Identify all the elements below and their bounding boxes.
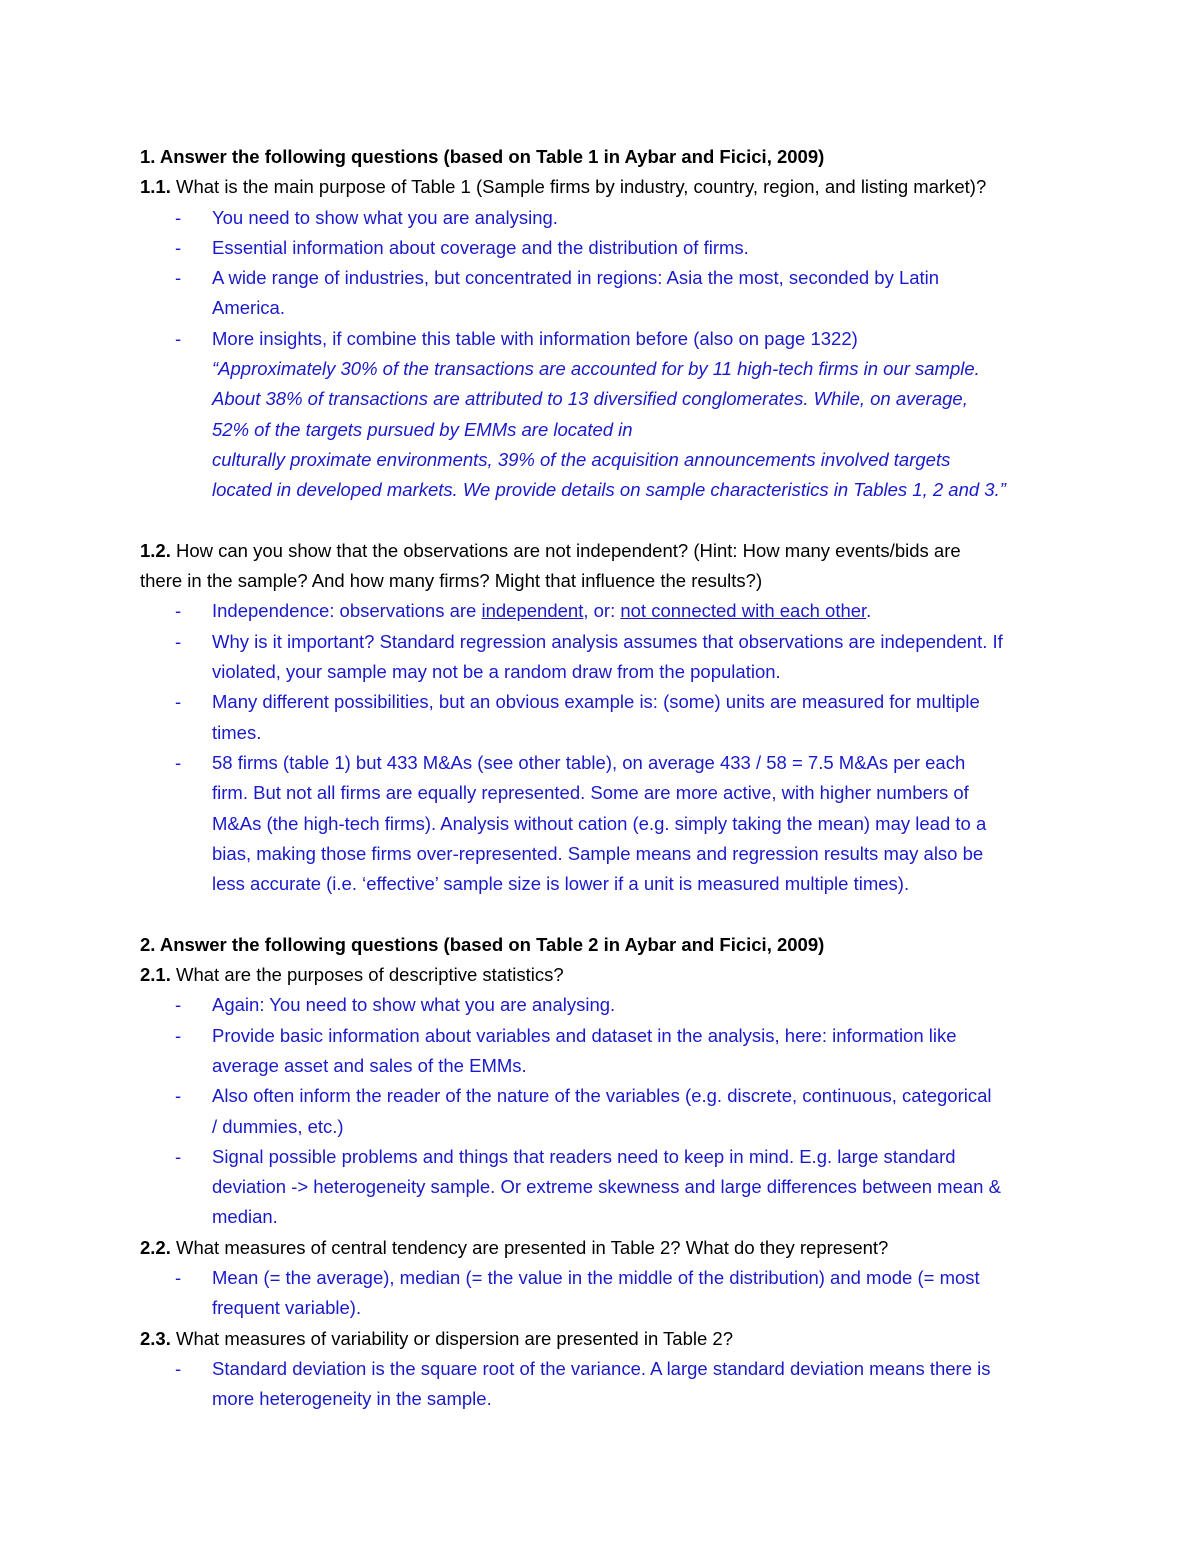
quote-line: About 38% of transactions are attributed to 13 diversified conglomerates. While, on average, [212, 388, 968, 410]
q2-2-number: 2.2. [140, 1236, 171, 1258]
answer-line: Why is it important? Standard regression analysis assumes that observations are independent. If [212, 630, 1003, 652]
bullet-dash: - [175, 1085, 182, 1107]
bullet-dash: - [175, 1266, 182, 1288]
answer-line: Many different possibilities, but an obvious example is: (some) units are measured for multiple [212, 691, 980, 713]
list-item [140, 1081, 1060, 1142]
answer-line: violated, your sample may not be a random draw from the population. [212, 661, 781, 683]
bullet-dash: - [175, 994, 182, 1016]
q2-3-answers [140, 1354, 1060, 1415]
bullet-dash: - [175, 630, 182, 652]
spacer [140, 899, 1060, 929]
q1-1-text: What is the main purpose of Table 1 (Sample firms by industry, country, region, and listing market)? [170, 176, 987, 198]
bullet-dash: - [175, 1024, 182, 1046]
not-connected-term: not connected with each other [620, 600, 867, 622]
q2-3-text: What measures of variability or dispersion are presented in Table 2? [170, 1327, 734, 1349]
answer-line: Essential information about coverage and the distribution of firms. [212, 236, 749, 258]
document-content [140, 142, 1060, 1414]
q1-2-number: 1.2. [140, 539, 171, 561]
bullet-dash: - [175, 751, 182, 773]
q2-1-question [140, 960, 1060, 990]
list-item [140, 324, 1060, 506]
list-item [140, 233, 1060, 263]
answer-line: times. [212, 721, 262, 743]
answer-line: More insights, if combine this table with information before (also on page 1322) [212, 327, 858, 349]
list-item [140, 627, 1060, 688]
list-item [140, 1021, 1060, 1082]
independence-mid: , or: [583, 600, 621, 622]
answer-line: bias, making those firms over-represented. Sample means and regression results may also be [212, 842, 984, 864]
quote-line: “Approximately 30% of the transactions are accounted for by 11 high-tech firms in our sample. [212, 358, 980, 380]
bullet-dash: - [175, 236, 182, 258]
q2-2-answers [140, 1263, 1060, 1324]
answer-line: average asset and sales of the EMMs. [212, 1054, 527, 1076]
spacer [140, 506, 1060, 536]
list-item [140, 263, 1060, 324]
answer-line: median. [212, 1206, 278, 1228]
list-item [140, 596, 1060, 626]
list-item [140, 687, 1060, 748]
list-item [140, 990, 1060, 1020]
bullet-dash: - [175, 206, 182, 228]
answer-line: deviation -> heterogeneity sample. Or extreme skewness and large differences between mean & [212, 1176, 1001, 1198]
quote-line: culturally proximate environments, 39% of the acquisition announcements involved targets [212, 448, 951, 470]
list-item [140, 748, 1060, 899]
independence-suffix: . [866, 600, 872, 622]
answer-line: Provide basic information about variables and dataset in the analysis, here: information like [212, 1024, 957, 1046]
quote-line: located in developed markets. We provide details on sample characteristics in Tables 1, 2 and 3.” [212, 479, 1006, 501]
q1-2-question-cont: there in the sample? And how many firms? Might that influence the results?) [140, 570, 763, 592]
q1-1-answers [140, 203, 1060, 506]
q2-1-number: 2.1. [140, 964, 171, 986]
bullet-dash: - [175, 691, 182, 713]
answer-line: less accurate (i.e. ‘effective’ sample size is lower if a unit is measured multiple times). [212, 873, 910, 895]
q1-2-text: How can you show that the observations are not independent? (Hint: How many events/bids are [170, 539, 961, 561]
q1-2-answers [140, 596, 1060, 899]
answer-line: more heterogeneity in the sample. [212, 1388, 492, 1410]
answer-line: Mean (= the average), median (= the value in the middle of the distribution) and mode (= most [212, 1266, 980, 1288]
list-item [140, 1142, 1060, 1233]
bullet-dash: - [175, 1145, 182, 1167]
answer-line: frequent variable). [212, 1297, 362, 1319]
answer-line: 58 firms (table 1) but 433 M&As (see other table), on average 433 / 58 = 7.5 M&As per each [212, 751, 966, 773]
q2-3-question [140, 1324, 1060, 1354]
list-item [140, 203, 1060, 233]
section1-heading: 1. Answer the following questions (based on Table 1 in Aybar and Ficici, 2009) [140, 146, 825, 167]
answer-line: America. [212, 297, 285, 319]
list-item [140, 1354, 1060, 1415]
bullet-dash: - [175, 1357, 182, 1379]
quote-line: 52% of the targets pursued by EMMs are located in [212, 418, 633, 440]
answer-line: Again: You need to show what you are analysing. [212, 994, 616, 1016]
bullet-dash: - [175, 600, 182, 622]
answer-line: M&As (the high-tech firms). Analysis without cation (e.g. simply taking the mean) may lead to a [212, 812, 987, 834]
bullet-dash: - [175, 267, 182, 289]
q2-1-text: What are the purposes of descriptive statistics? [170, 964, 564, 986]
independence-prefix: Independence: observations are [212, 600, 482, 622]
q2-3-number: 2.3. [140, 1327, 171, 1349]
answer-line: / dummies, etc.) [212, 1115, 344, 1137]
q1-1-question [140, 172, 1060, 202]
answer-line: firm. But not all firms are equally represented. Some are more active, with higher numbers of [212, 782, 969, 804]
list-item [140, 1263, 1060, 1324]
independent-term: independent [481, 600, 584, 622]
q2-1-answers [140, 990, 1060, 1232]
answer-line: Standard deviation is the square root of the variance. A large standard deviation means there is [212, 1357, 991, 1379]
q2-2-text: What measures of central tendency are presented in Table 2? What do they represent? [170, 1236, 889, 1258]
answer-line: You need to show what you are analysing. [212, 206, 558, 228]
answer-line: Signal possible problems and things that readers need to keep in mind. E.g. large standard [212, 1145, 956, 1167]
answer-line: A wide range of industries, but concentrated in regions: Asia the most, seconded by Latin [212, 267, 940, 289]
answer-line: Also often inform the reader of the nature of the variables (e.g. discrete, continuous, categorical [212, 1085, 992, 1107]
q1-2-question [140, 536, 1060, 566]
bullet-dash: - [175, 327, 182, 349]
section2-heading: 2. Answer the following questions (based on Table 2 in Aybar and Ficici, 2009) [140, 933, 825, 955]
q1-1-number: 1.1. [140, 176, 171, 198]
q2-2-question [140, 1233, 1060, 1263]
